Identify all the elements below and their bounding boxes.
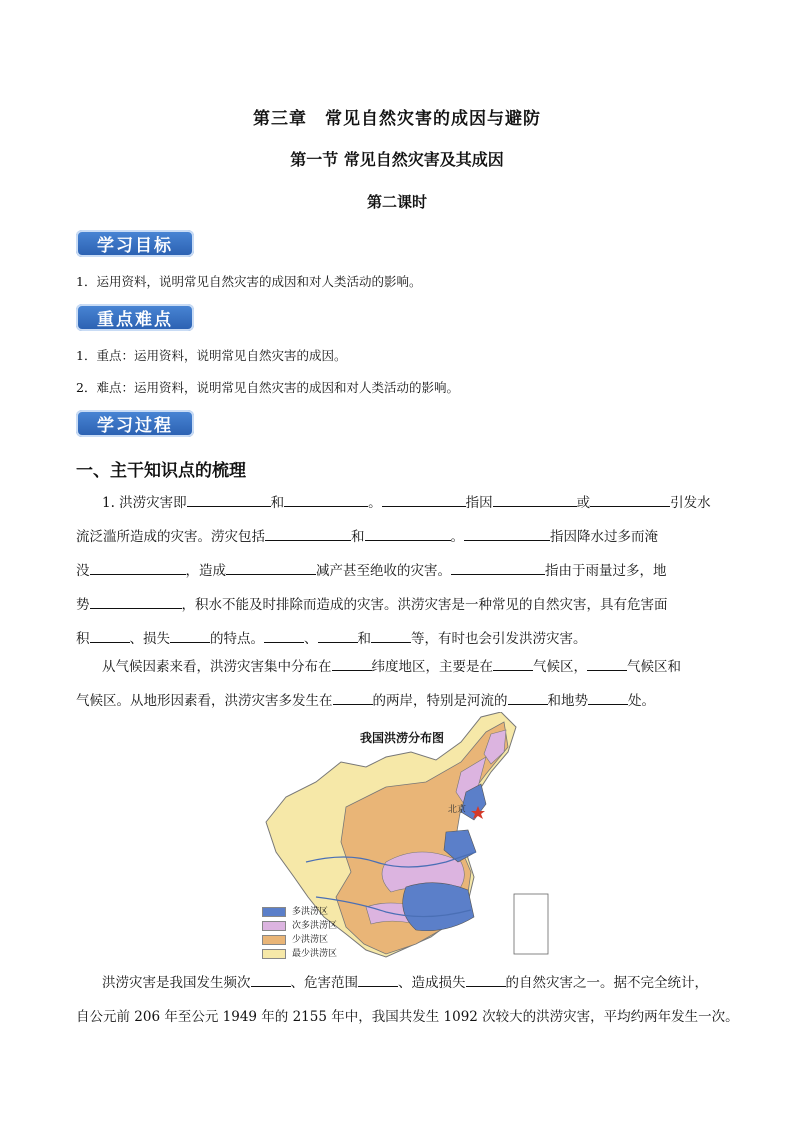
legend-item: 少洪涝区 bbox=[262, 933, 337, 947]
chapter-title: 第三章 常见自然灾害的成因与避防 bbox=[253, 109, 541, 129]
goal-item: 1．运用资料，说明常见自然灾害的成因和对人类活动的影响。 bbox=[76, 274, 422, 289]
section-heading: 一、主干知识点的梳理 bbox=[76, 461, 246, 481]
badge-learning-goals: 学习目标 bbox=[76, 230, 194, 257]
legend-item: 最少洪涝区 bbox=[262, 947, 337, 961]
badge-key-points: 重点难点 bbox=[76, 304, 194, 331]
paragraph-flood-frequency: 洪涝灾害是我国发生频次 、危害范围 、造成损失 的自然灾害之一。据不完全统计， 自公元前 206 年至公元 1949 年的 2155 年中，我国共发生 1092 次较大的洪涝灾害，平均约两年发生一次。 bbox=[76, 966, 726, 1034]
legend-swatch bbox=[262, 907, 286, 917]
badge-learning-process: 学习过程 bbox=[76, 410, 194, 437]
paragraph-flood-definition: 1. 洪涝灾害即 和 。 指因 或 引发水 流泛滥所造成的灾害。涝灾包括 和 。 指因降水过多而淹 没 ，造成 减产甚至绝收的灾害。 指由于雨量过多，地 势 ，积水不能及时排除而造成的灾害。洪涝灾害是一种常见的自然灾害，具有危害面 积 、损失 的特点。 、 和 等，有时也会引发洪涝灾害。 bbox=[76, 486, 726, 656]
paragraph-climate-terrain: 从气候因素来看，洪涝灾害集中分布在 纬度地区，主要是在 气候区， 气候区和 气候区。从地形因素看，洪涝灾害多发生在 的两岸，特别是河流的 和地势 处。 bbox=[76, 650, 726, 718]
legend-item: 多洪涝区 bbox=[262, 905, 337, 919]
south-sea-inset bbox=[514, 894, 548, 954]
section-title: 第一节 常见自然灾害及其成因 bbox=[290, 150, 504, 169]
beijing-label: 北京 bbox=[448, 805, 467, 815]
lesson-title: 第二课时 bbox=[366, 193, 427, 211]
legend-swatch bbox=[262, 949, 286, 959]
legend-item: 次多洪涝区 bbox=[262, 919, 337, 933]
legend-swatch bbox=[262, 921, 286, 931]
keypoint-item: 2．难点：运用资料，说明常见自然灾害的成因和对人类活动的影响。 bbox=[76, 380, 459, 395]
legend-swatch bbox=[262, 935, 286, 945]
keypoint-item: 1．重点：运用资料，说明常见自然灾害的成因。 bbox=[76, 348, 347, 363]
map-title: 我国洪涝分布图 bbox=[360, 731, 445, 745]
map-legend bbox=[262, 905, 337, 961]
